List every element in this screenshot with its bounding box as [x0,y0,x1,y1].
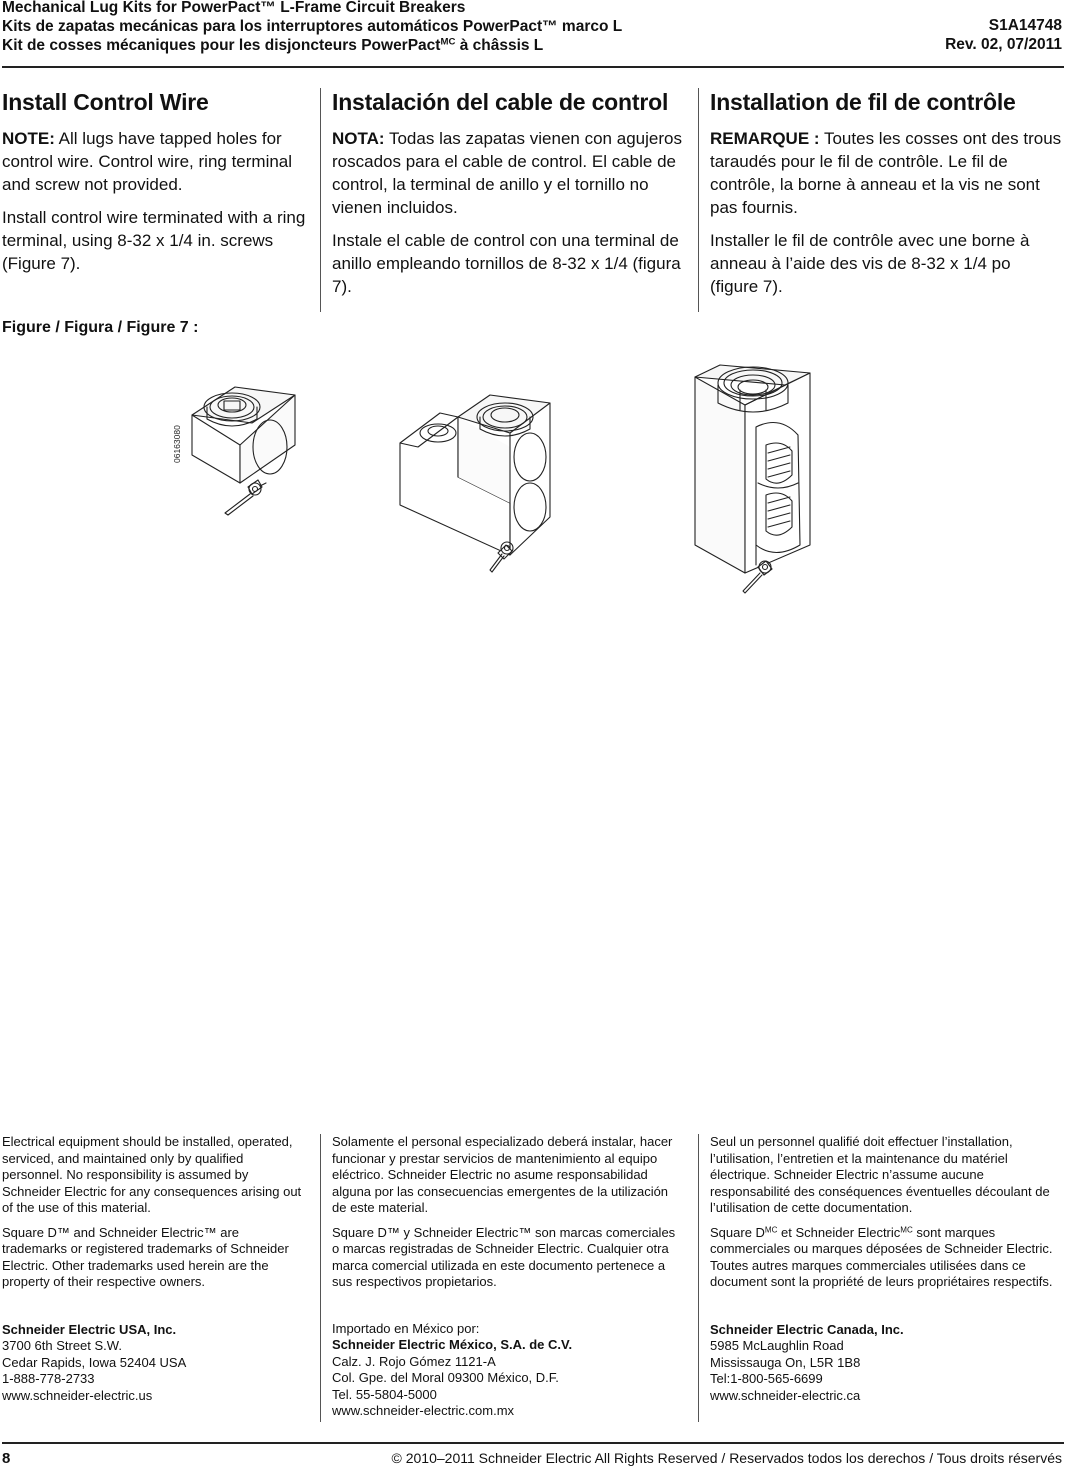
title-english: Mechanical Lug Kits for PowerPact™ L-Frame Circuit Breakers [2,0,466,16]
column-divider [320,1134,321,1422]
heading-spanish: Instalación del cable de control [332,89,669,115]
address-line: 3700 6th Street S.W. [2,1338,122,1353]
drawing-code: 06163080 [172,425,182,463]
column-divider [698,88,699,312]
footer-english [2,1134,307,1404]
company-name: Schneider Electric Canada, Inc. [710,1321,904,1337]
import-note: Importado en México por: [332,1320,480,1336]
single-barrel-lug [172,387,295,515]
page-header [2,0,1064,68]
header-doc-info [945,16,1062,54]
website-link[interactable]: www.schneider-electric.com.mx [332,1403,515,1418]
company-name: Schneider Electric USA, Inc. [2,1321,177,1337]
figure-label: Figure / Figura / Figure 7 : [2,319,199,336]
instruction-spanish: Instale el cable de control con una terminal de anillo empleando tornillos de 8-32 x 1/4 (figura 7). [332,231,681,296]
section-english [2,88,310,285]
address-line: Mississauga On, L5R 1B8 [710,1354,861,1370]
disclaimer-spanish: Solamente el personal especializado deberá instalar, hacer funcionar y prestar servicios de mantenimiento al equipo eléctrico. Schneider Electric no asume responsabilidad alguna por las consecuencias emergentes de la utilización de este material. [332,1134,673,1215]
section-french [710,88,1062,308]
company-name: Schneider Electric México, S.A. de C.V. [332,1337,573,1352]
address-line: Calz. J. Rojo Gómez 1121-A [332,1353,496,1369]
address-spanish [332,1321,686,1420]
copyright: © 2010–2011 Schneider Electric All Rights Reserved / Reservados todos los derechos / Tous droits réservés [391,1450,1062,1466]
address-line: 5985 McLaughlin Road [710,1338,844,1353]
trademarks-spanish: Square D™ y Schneider Electric™ son marcas comerciales o marcas registradas de Schneider Electric. Cualquier otra marca comercial utilizada en este documento pertenece a sus respectivos propietarios. [332,1224,676,1289]
section-spanish [332,88,686,308]
column-divider [320,88,321,312]
figure-7-lug-drawings [160,355,840,610]
disclaimer-english: Electrical equipment should be installed, operated, serviced, and maintained only by qualified personnel. No responsibility is assumed by Schneider Electric for any consequences arising out of the use of this material. [2,1134,302,1215]
column-divider [698,1134,699,1422]
trademarks-english: Square D™ and Schneider Electric™ are trademarks or registered trademarks of Schneider Electric. Other trademarks used herein are the property of their respective owners. [2,1224,289,1289]
footer-rule [2,1442,1064,1444]
note-english: NOTE: All lugs have tapped holes for control wire. Control wire, ring terminal and screw not provided. [2,129,293,194]
header-titles [2,0,622,55]
document-number: S1A14748 [988,17,1062,34]
title-french: Kit de cosses mécaniques pour les disjoncteurs PowerPact$^{MC}$ à châssis L [2,36,544,54]
phone-number: 1-888-778-2733 [2,1371,95,1386]
website-link[interactable]: www.schneider-electric.us [2,1387,153,1403]
phone-number: Tel:1-800-565-6699 [710,1371,823,1386]
page-number: 8 [2,1450,11,1467]
dual-barrel-lug [400,395,550,572]
title-spanish: Kits de zapatas mecánicas para los interruptores automáticos PowerPact™ marco L [2,18,623,35]
revision: Rev. 02, 07/2011 [945,36,1062,53]
phone-number: Tel. 55-5804-5000 [332,1386,437,1402]
trademarks-french: Square $D^{MC}$ et Schneider Electric$^{MC}$ sont marques commerciales ou marques déposées de Schneider Electric. Toutes autres marques commerciales utilisées dans ce document sont la propriété de leurs propriétaires respectifs. [710,1224,1053,1289]
address-line: Cedar Rapids, Iowa 52404 USA [2,1354,187,1370]
note-french: REMARQUE : Toutes les cosses ont des trous taraudés pour le fil de contrôle. Le fil de contrôle, la borne à anneau et la vis ne sont pas fournis. [710,129,1062,217]
tall-lug [695,365,810,593]
address-line: Col. Gpe. del Moral 09300 México, D.F. [332,1370,559,1385]
instruction-english: Install control wire terminated with a ring terminal, using 8-32 x 1/4 in. screws (Figure 7). [2,208,306,273]
heading-french: Installation de fil de contrôle [710,89,1016,115]
disclaimer-french: Seul un personnel qualifié doit effectuer l’installation, l’utilisation, l’entretien et la maintenance du matériel électrique. Schneider Electric n’assume aucune responsabilité des conséquences éventuelles découlant de l’utilisation de cette documentation. [710,1134,1050,1215]
instruction-french: Installer le fil de contrôle avec une borne à anneau à l’aide des vis de 8-32 x 1/4 po (figure 7). [710,231,1030,296]
heading-english: Install Control Wire [2,89,209,115]
note-spanish: NOTA: Todas las zapatas vienen con agujeros roscados para el cable de control. El cable de control, la terminal de anillo y el tornillo no vienen incluidos. [332,129,682,217]
footer-french [710,1134,1062,1404]
website-link[interactable]: www.schneider-electric.ca [710,1387,861,1403]
address-english [2,1322,307,1405]
footer-spanish [332,1134,686,1420]
address-french [710,1322,1062,1405]
